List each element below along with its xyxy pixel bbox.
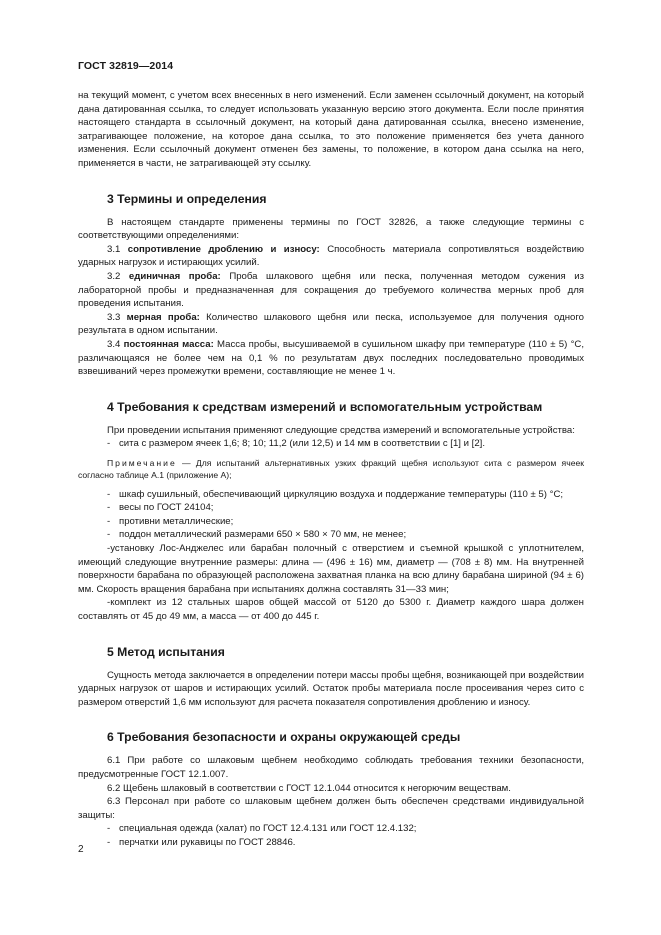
- term-3-3: 3.3 мерная проба: Количество шлакового щебня или песка, используемое для получения одного результата в одном испытании.: [78, 311, 584, 337]
- section-6-3: 6.3 Персонал при работе со шлаковым щебнем должен быть обеспечен средствами индивидуальной защиты:: [78, 796, 584, 821]
- list-item: - специальная одежда (халат) по ГОСТ 12.4.131 или ГОСТ 12.4.132;: [107, 823, 417, 835]
- section-3-title: 3 Термины и определения: [107, 191, 267, 206]
- section-5-title: 5 Метод испытания: [107, 644, 225, 659]
- page-number: 2: [78, 844, 84, 855]
- list-item: - поддон металлический размерами 650 × 580 × 70 мм, не менее;: [107, 529, 407, 541]
- list-item: - противни металлические;: [107, 515, 234, 527]
- section-5-text: Сущность метода заключается в определении потери массы пробы щебня, возникающей при воздействии ударных нагрузок от шаров и истирающих усилий. Остаток пробы материала после просеивания через сито с размером отверстий 1,6 мм используют для расчета показателя сопротивления дроблению и износу.: [78, 669, 584, 708]
- list-item: - перчатки или рукавицы по ГОСТ 28846.: [107, 836, 296, 848]
- list-item: -установку Лос-Анджелес или барабан полочный с отверстием и съемной крышкой с уплотнителем, имеющий следующие внутренние размеры: длина — (496 ± 16) мм, диаметр — (708 ± 8) мм. На внутренней поверхности барабана по образующей расположена захватная планка на всю длину барабана шириной (94 ± 6) мм. Скорость вращения барабана при испытаниях должна составлять 31—33 мин;: [78, 543, 584, 595]
- note: Примечание — Для испытаний альтернативных узких фракций щебня используют сита с размером ячеек согласно таблице А.1 (приложение А);: [78, 457, 585, 481]
- list-item: - весы по ГОСТ 24104;: [107, 502, 214, 514]
- section-4-lead: При проведении испытания применяют следующие средства измерений и вспомогательные устройства:: [107, 424, 575, 436]
- term-3-4: 3.4 постоянная масса: Масса пробы, высушиваемой в сушильном шкафу при температуре (110 ± 5) °С, различающаяся не более чем на 0,1 % по результатам двух последних последовательно проводимых взвешиваний через промежутки времени, составляющие не менее 1 ч.: [78, 338, 584, 378]
- term-3-1: 3.1 сопротивление дроблению и износу: Способность материала сопротивляться воздействию ударных нагрузок и истирающих усилий.: [78, 243, 585, 269]
- intro-paragraph: на текущий момент, с учетом всех внесенных в него изменений. Если заменен ссылочный документ, на который дана датированная ссылка, то следует использовать указанную версию этого документа. Если после принятия настоящего стандарта в ссылочный документ, на который дана датированная ссылка, внесено изменение, затрагивающее положение, на которое дана ссылка, то это положение применяется без учета данного изменения. Если ссылочный документ отменен без замены, то положение, в котором дана ссылка на него, применяется в части, не затрагивающей эту ссылку.: [78, 90, 584, 169]
- section-6-title: 6 Требования безопасности и охраны окружающей среды: [107, 730, 461, 745]
- section-6-1: 6.1 При работе со шлаковым щебнем необходимо соблюдать требования техники безопасности, предусмотренные ГОСТ 12.1.007.: [78, 755, 584, 780]
- list-item: - шкаф сушильный, обеспечивающий циркуляцию воздуха и поддержание температуры (110 ± 5) °С;: [107, 488, 564, 500]
- list-item: - сита с размером ячеек 1,6; 8; 10; 11,2 (или 12,5) и 14 мм в соответствии с [1] и [2].: [107, 438, 485, 450]
- section-3-lead: В настоящем стандарте применены термины по ГОСТ 32826, а также следующие термины с соответствующими определениями:: [78, 216, 584, 242]
- page-content: [78, 89, 584, 850]
- list-item: -комплект из 12 стальных шаров общей массой от 5120 до 5300 г. Диаметр каждого шара должен составлять от 45 до 49 мм, а масса — от 400 до 445 г.: [78, 597, 584, 623]
- standard-header: ГОСТ 32819—2014: [78, 60, 174, 72]
- term-3-2: 3.2 единичная проба: Проба шлакового щебня или песка, полученная методом сужения из лабораторной пробы и предназначенная для сокращения до требуемого количества мерных проб для проведения испытания.: [78, 270, 584, 310]
- section-6-2: 6.2 Щебень шлаковый в соответствии с ГОСТ 12.1.044 относится к негорючим веществам.: [107, 782, 511, 794]
- section-4-title: 4 Требования к средствам измерений и вспомогательным устройствам: [107, 399, 543, 414]
